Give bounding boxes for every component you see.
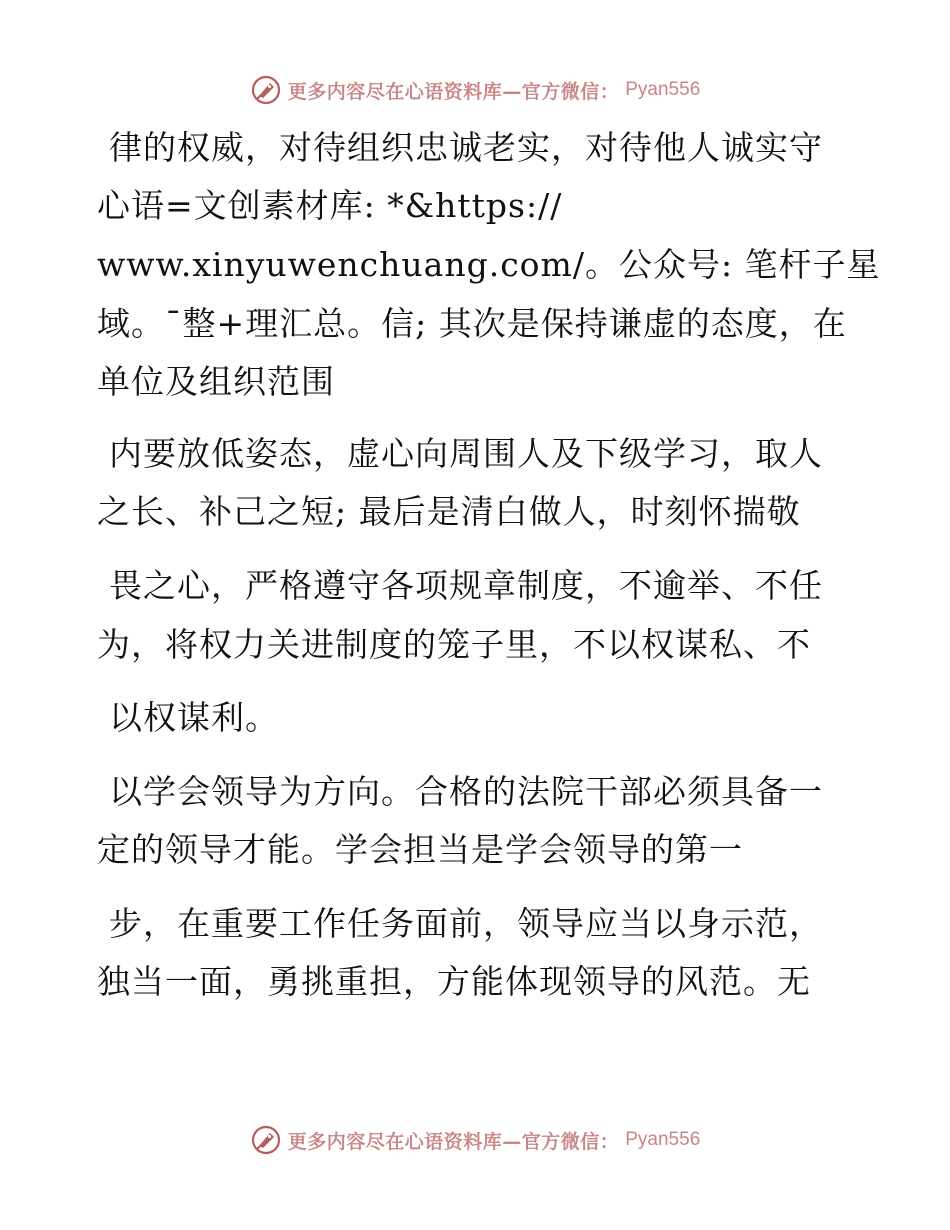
banner-text: 更多内容尽在心语资料库—官方微信： <box>287 80 620 103</box>
text-line: 单位及组织范围 <box>97 362 335 401</box>
text-line: 律的权威，对待组织忠诚老实，对待他人诚实守 <box>109 128 823 167</box>
text-line: 域。¯整+理汇总。信; 其次是保持谦虚的态度，在 <box>97 304 847 343</box>
text-line: 心语=文创素材库: *&https:// <box>97 186 563 225</box>
text-line: 之长、补己之短; 最后是清白做人，时刻怀揣敬 <box>97 492 801 531</box>
text-line: 步，在重要工作任务面前，领导应当以身示范， <box>109 904 823 943</box>
banner-wechat-id: Pyan556 <box>625 79 701 100</box>
text-line: 内要放低姿态，虚心向周围人及下级学习，取人 <box>109 434 823 473</box>
pen-nib-circle-icon <box>250 74 282 106</box>
banner-text: 更多内容尽在心语资料库—官方微信： <box>287 1130 620 1153</box>
banner-wechat-id: Pyan556 <box>625 1129 701 1150</box>
footer-banner <box>0 1122 950 1158</box>
text-line: www.xinyuwenchuang.com/。公众号: 笔杆子星 <box>97 245 881 284</box>
text-line: 以学会领导为方向。合格的法院干部必须具备一 <box>109 772 823 811</box>
header-banner <box>0 72 950 108</box>
text-line: 定的领导才能。学会担当是学会领导的第一 <box>97 830 743 869</box>
text-line: 为，将权力关进制度的笼子里，不以权谋私、不 <box>97 625 811 664</box>
text-line: 独当一面，勇挑重担，方能体现领导的风范。无 <box>97 962 811 1001</box>
text-line: 畏之心，严格遵守各项规章制度，不逾举、不任 <box>109 566 823 605</box>
pen-nib-circle-icon <box>250 1124 282 1156</box>
text-line: 以权谋利。 <box>109 698 279 737</box>
